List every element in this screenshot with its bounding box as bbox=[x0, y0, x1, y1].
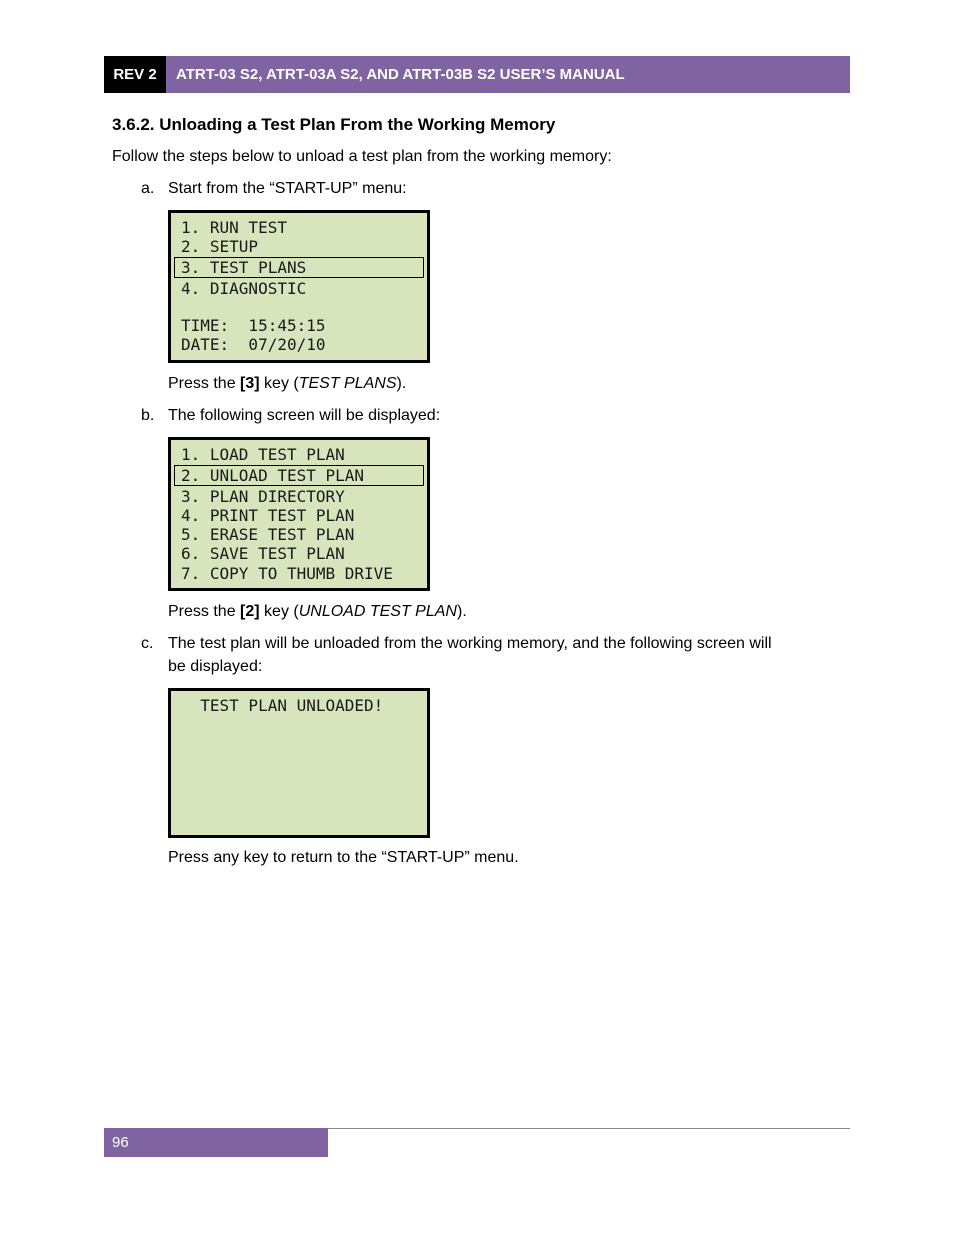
revision-label: REV 2 bbox=[104, 56, 166, 93]
lcd-line-selected: 2. UNLOAD TEST PLAN bbox=[174, 465, 424, 486]
lcd-test-plans-menu bbox=[168, 437, 430, 591]
step-a-note: Press the [3] key (TEST PLANS). bbox=[168, 375, 407, 392]
step-a-letter: a. bbox=[141, 180, 155, 197]
step-c-letter: c. bbox=[141, 635, 154, 652]
key-3: [3] bbox=[240, 375, 260, 392]
page-number: 96 bbox=[104, 1128, 328, 1157]
lcd-line: 4. PRINT TEST PLAN bbox=[181, 506, 355, 525]
key-2: [2] bbox=[240, 603, 260, 620]
intro-text: Follow the steps below to unload a test plan from the working memory: bbox=[112, 148, 612, 165]
lcd-line: 7. COPY TO THUMB DRIVE bbox=[181, 564, 393, 583]
step-c-text-2: be displayed: bbox=[168, 658, 263, 675]
step-b-text: The following screen will be displayed: bbox=[168, 407, 441, 424]
lcd-date: DATE: 07/20/10 bbox=[181, 335, 326, 354]
lcd-line: 2. SETUP bbox=[181, 237, 259, 256]
step-c-text-1: The test plan will be unloaded from the working memory, and the following screen will bbox=[168, 635, 772, 652]
lcd-time: TIME: 15:45:15 bbox=[181, 316, 326, 335]
lcd-line: 4. DIAGNOSTIC bbox=[181, 279, 307, 298]
lcd-unloaded-screen bbox=[168, 688, 430, 838]
lcd-line-selected: 3. TEST PLANS bbox=[174, 257, 424, 278]
step-a-text: Start from the “START-UP” menu: bbox=[168, 180, 407, 197]
lcd-line: 3. PLAN DIRECTORY bbox=[181, 487, 345, 506]
footer-rule bbox=[328, 1128, 850, 1129]
manual-title: ATRT-03 S2, ATRT-03A S2, AND ATRT-03B S2 USER’S MANUAL bbox=[166, 56, 850, 93]
lcd-line: TEST PLAN UNLOADED! bbox=[181, 696, 384, 715]
lcd-line: 1. RUN TEST bbox=[181, 218, 287, 237]
lcd-line: 5. ERASE TEST PLAN bbox=[181, 525, 355, 544]
step-b-note: Press the [2] key (UNLOAD TEST PLAN). bbox=[168, 603, 467, 620]
section-heading: 3.6.2. Unloading a Test Plan From the Working Memory bbox=[112, 115, 556, 134]
step-b-letter: b. bbox=[141, 407, 155, 424]
page-header bbox=[104, 56, 850, 93]
lcd-line: 6. SAVE TEST PLAN bbox=[181, 544, 345, 563]
step-c-note: Press any key to return to the “START-UP” menu. bbox=[168, 849, 519, 866]
lcd-line: 1. LOAD TEST PLAN bbox=[181, 445, 345, 464]
lcd-startup-menu bbox=[168, 210, 430, 363]
